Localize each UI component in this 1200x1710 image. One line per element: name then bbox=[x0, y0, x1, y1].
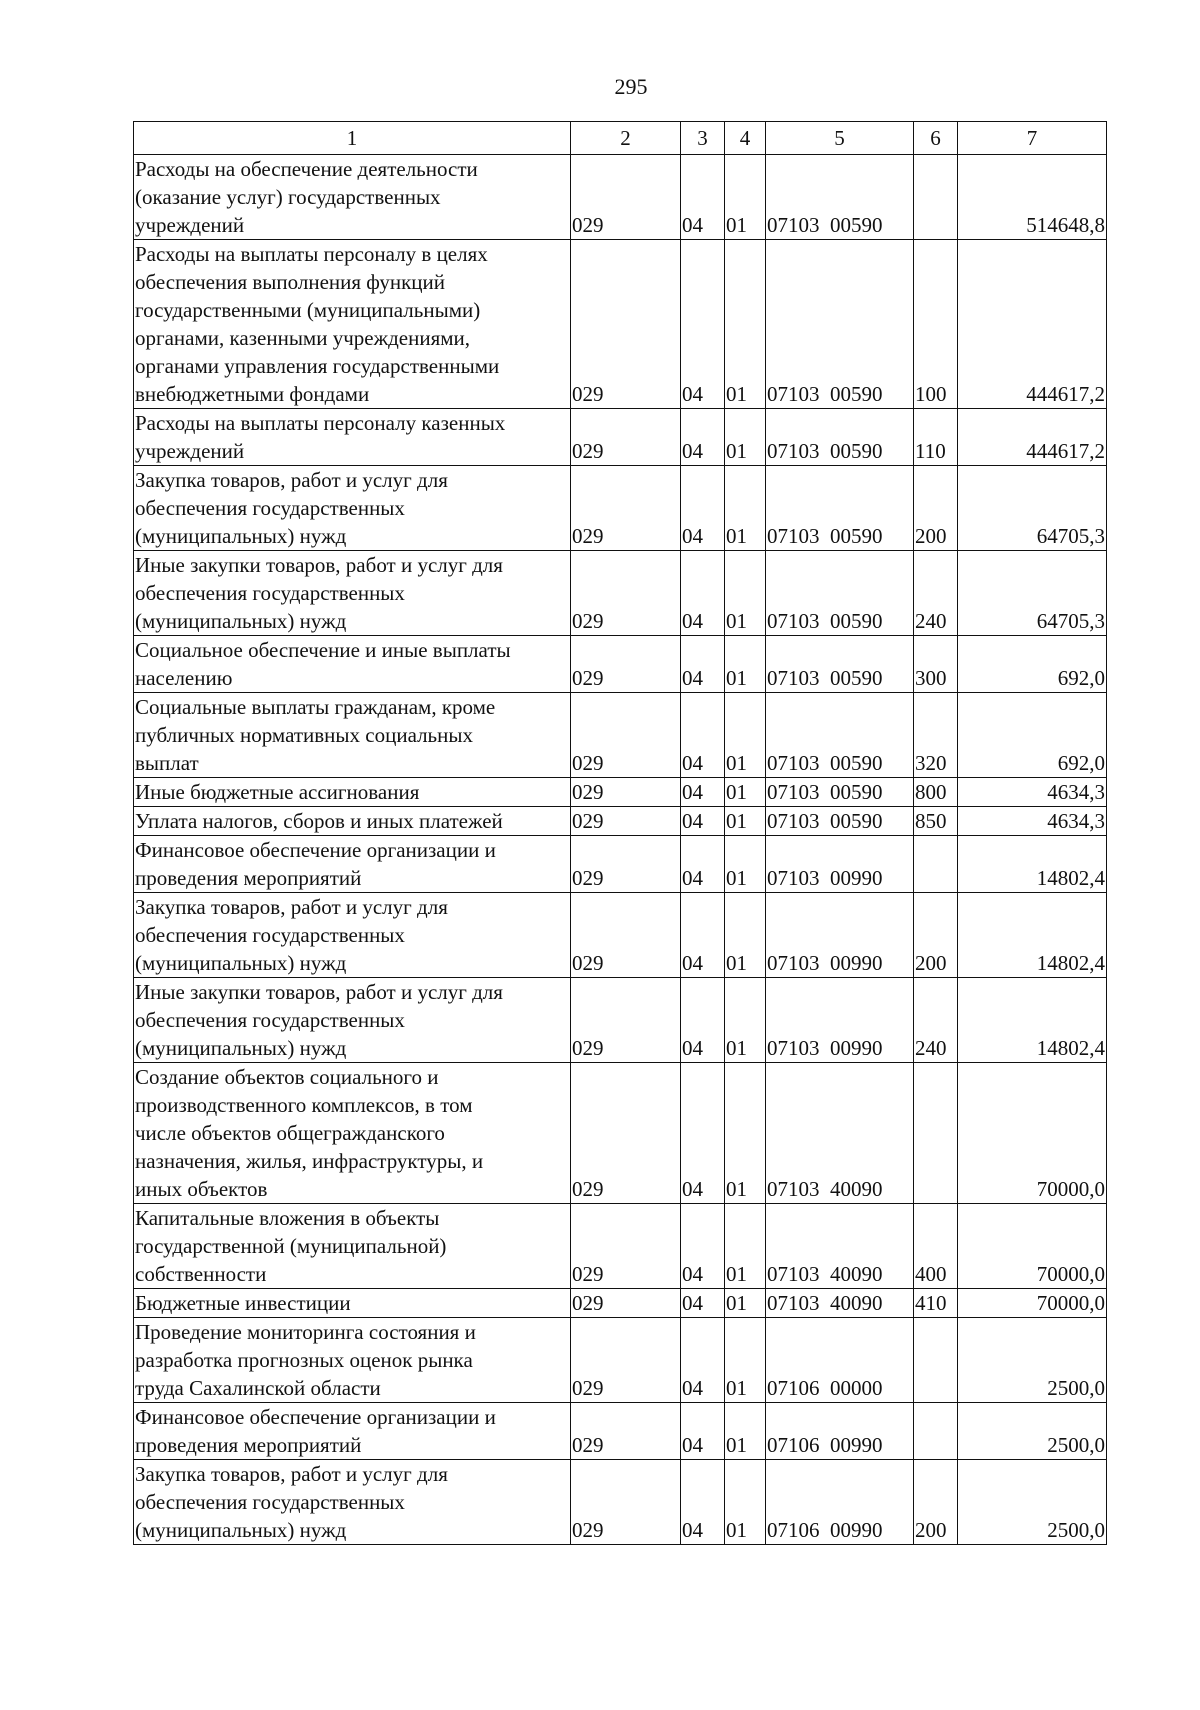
row-description: Закупка товаров, работ и услуг для обеспечения государственных (муниципальных) нужд bbox=[134, 466, 571, 551]
ministry-code: 029 bbox=[571, 636, 681, 693]
amount-value: 70000,0 bbox=[958, 1204, 1107, 1289]
ministry-code: 029 bbox=[571, 807, 681, 836]
ministry-code: 029 bbox=[571, 1460, 681, 1545]
expense-type-code: 300 bbox=[914, 636, 958, 693]
row-description: Социальные выплаты гражданам, кроме публичных нормативных социальных выплат bbox=[134, 693, 571, 778]
section-code: 04 bbox=[681, 240, 725, 409]
subsection-code: 01 bbox=[725, 836, 766, 893]
table-body bbox=[134, 155, 1107, 1545]
subsection-code: 01 bbox=[725, 978, 766, 1063]
expense-type-code: 400 bbox=[914, 1204, 958, 1289]
section-code: 04 bbox=[681, 1063, 725, 1204]
expense-type-code: 240 bbox=[914, 551, 958, 636]
target-article-code: 07103 00590 bbox=[766, 778, 914, 807]
table-row bbox=[134, 155, 1107, 240]
expense-type-code: 320 bbox=[914, 693, 958, 778]
amount-value: 70000,0 bbox=[958, 1289, 1107, 1318]
subsection-code: 01 bbox=[725, 1318, 766, 1403]
ministry-code: 029 bbox=[571, 1403, 681, 1460]
table-row bbox=[134, 466, 1107, 551]
amount-value: 64705,3 bbox=[958, 551, 1107, 636]
ministry-code: 029 bbox=[571, 1289, 681, 1318]
row-description: Создание объектов социального и производственного комплексов, в том числе объектов общегражданского назначения, жилья, инфраструктуры, и иных объектов bbox=[134, 1063, 571, 1204]
row-description: Финансовое обеспечение организации и проведения мероприятий bbox=[134, 836, 571, 893]
section-code: 04 bbox=[681, 978, 725, 1063]
target-article-code: 07103 00990 bbox=[766, 893, 914, 978]
column-header: 2 bbox=[571, 122, 681, 155]
expense-type-code bbox=[914, 1063, 958, 1204]
budget-table bbox=[133, 121, 1107, 1545]
column-header: 3 bbox=[681, 122, 725, 155]
section-code: 04 bbox=[681, 836, 725, 893]
target-article-code: 07103 00590 bbox=[766, 155, 914, 240]
target-article-code: 07103 00590 bbox=[766, 466, 914, 551]
expense-type-code: 800 bbox=[914, 778, 958, 807]
subsection-code: 01 bbox=[725, 778, 766, 807]
target-article-code: 07103 00590 bbox=[766, 693, 914, 778]
column-header: 6 bbox=[914, 122, 958, 155]
target-article-code: 07103 40090 bbox=[766, 1204, 914, 1289]
column-header: 7 bbox=[958, 122, 1107, 155]
subsection-code: 01 bbox=[725, 1403, 766, 1460]
table-row bbox=[134, 978, 1107, 1063]
table-row bbox=[134, 1289, 1107, 1318]
ministry-code: 029 bbox=[571, 155, 681, 240]
section-code: 04 bbox=[681, 1403, 725, 1460]
expense-type-code bbox=[914, 836, 958, 893]
expense-type-code bbox=[914, 1318, 958, 1403]
ministry-code: 029 bbox=[571, 836, 681, 893]
subsection-code: 01 bbox=[725, 240, 766, 409]
section-code: 04 bbox=[681, 409, 725, 466]
target-article-code: 07103 40090 bbox=[766, 1289, 914, 1318]
table-row bbox=[134, 409, 1107, 466]
amount-value: 64705,3 bbox=[958, 466, 1107, 551]
amount-value: 444617,2 bbox=[958, 240, 1107, 409]
section-code: 04 bbox=[681, 1460, 725, 1545]
section-code: 04 bbox=[681, 1318, 725, 1403]
table-row bbox=[134, 693, 1107, 778]
section-code: 04 bbox=[681, 466, 725, 551]
table-row bbox=[134, 778, 1107, 807]
expense-type-code bbox=[914, 155, 958, 240]
subsection-code: 01 bbox=[725, 466, 766, 551]
target-article-code: 07106 00990 bbox=[766, 1460, 914, 1545]
section-code: 04 bbox=[681, 1289, 725, 1318]
section-code: 04 bbox=[681, 551, 725, 636]
target-article-code: 07103 00590 bbox=[766, 636, 914, 693]
row-description: Социальное обеспечение и иные выплаты населению bbox=[134, 636, 571, 693]
row-description: Закупка товаров, работ и услуг для обеспечения государственных (муниципальных) нужд bbox=[134, 1460, 571, 1545]
amount-value: 2500,0 bbox=[958, 1318, 1107, 1403]
target-article-code: 07103 00990 bbox=[766, 978, 914, 1063]
amount-value: 692,0 bbox=[958, 636, 1107, 693]
expense-type-code: 200 bbox=[914, 466, 958, 551]
subsection-code: 01 bbox=[725, 1204, 766, 1289]
row-description: Капитальные вложения в объекты государственной (муниципальной) собственности bbox=[134, 1204, 571, 1289]
amount-value: 14802,4 bbox=[958, 836, 1107, 893]
subsection-code: 01 bbox=[725, 155, 766, 240]
column-header: 5 bbox=[766, 122, 914, 155]
ministry-code: 029 bbox=[571, 240, 681, 409]
amount-value: 2500,0 bbox=[958, 1403, 1107, 1460]
amount-value: 2500,0 bbox=[958, 1460, 1107, 1545]
target-article-code: 07103 00590 bbox=[766, 240, 914, 409]
amount-value: 14802,4 bbox=[958, 978, 1107, 1063]
expense-type-code: 110 bbox=[914, 409, 958, 466]
amount-value: 70000,0 bbox=[958, 1063, 1107, 1204]
row-description: Закупка товаров, работ и услуг для обеспечения государственных (муниципальных) нужд bbox=[134, 893, 571, 978]
expense-type-code: 240 bbox=[914, 978, 958, 1063]
section-code: 04 bbox=[681, 636, 725, 693]
ministry-code: 029 bbox=[571, 893, 681, 978]
section-code: 04 bbox=[681, 807, 725, 836]
target-article-code: 07103 00590 bbox=[766, 807, 914, 836]
ministry-code: 029 bbox=[571, 778, 681, 807]
table-row bbox=[134, 807, 1107, 836]
row-description: Бюджетные инвестиции bbox=[134, 1289, 571, 1318]
target-article-code: 07106 00000 bbox=[766, 1318, 914, 1403]
table-row bbox=[134, 551, 1107, 636]
expense-type-code: 410 bbox=[914, 1289, 958, 1318]
subsection-code: 01 bbox=[725, 1460, 766, 1545]
target-article-code: 07103 00590 bbox=[766, 551, 914, 636]
ministry-code: 029 bbox=[571, 466, 681, 551]
ministry-code: 029 bbox=[571, 1063, 681, 1204]
table-row bbox=[134, 1318, 1107, 1403]
table-row bbox=[134, 1460, 1107, 1545]
subsection-code: 01 bbox=[725, 636, 766, 693]
ministry-code: 029 bbox=[571, 1318, 681, 1403]
amount-value: 692,0 bbox=[958, 693, 1107, 778]
section-code: 04 bbox=[681, 1204, 725, 1289]
expense-type-code bbox=[914, 1403, 958, 1460]
expense-type-code: 100 bbox=[914, 240, 958, 409]
amount-value: 14802,4 bbox=[958, 893, 1107, 978]
subsection-code: 01 bbox=[725, 1289, 766, 1318]
target-article-code: 07103 00590 bbox=[766, 409, 914, 466]
header-row bbox=[134, 122, 1107, 155]
ministry-code: 029 bbox=[571, 551, 681, 636]
expense-type-code: 200 bbox=[914, 1460, 958, 1545]
table-row bbox=[134, 1063, 1107, 1204]
table-row bbox=[134, 240, 1107, 409]
section-code: 04 bbox=[681, 693, 725, 778]
page-number: 295 bbox=[614, 74, 648, 99]
section-code: 04 bbox=[681, 778, 725, 807]
ministry-code: 029 bbox=[571, 978, 681, 1063]
ministry-code: 029 bbox=[571, 1204, 681, 1289]
amount-value: 4634,3 bbox=[958, 807, 1107, 836]
subsection-code: 01 bbox=[725, 409, 766, 466]
ministry-code: 029 bbox=[571, 693, 681, 778]
row-description: Уплата налогов, сборов и иных платежей bbox=[134, 807, 571, 836]
subsection-code: 01 bbox=[725, 551, 766, 636]
row-description: Иные закупки товаров, работ и услуг для обеспечения государственных (муниципальных) нужд bbox=[134, 551, 571, 636]
subsection-code: 01 bbox=[725, 693, 766, 778]
column-header: 1 bbox=[134, 122, 571, 155]
amount-value: 514648,8 bbox=[958, 155, 1107, 240]
expense-type-code: 200 bbox=[914, 893, 958, 978]
section-code: 04 bbox=[681, 155, 725, 240]
amount-value: 444617,2 bbox=[958, 409, 1107, 466]
row-description: Расходы на обеспечение деятельности (оказание услуг) государственных учреждений bbox=[134, 155, 571, 240]
row-description: Проведение мониторинга состояния и разработка прогнозных оценок рынка труда Сахалинской области bbox=[134, 1318, 571, 1403]
table-row bbox=[134, 636, 1107, 693]
row-description: Иные закупки товаров, работ и услуг для обеспечения государственных (муниципальных) нужд bbox=[134, 978, 571, 1063]
target-article-code: 07106 00990 bbox=[766, 1403, 914, 1460]
table-row bbox=[134, 836, 1107, 893]
row-description: Иные бюджетные ассигнования bbox=[134, 778, 571, 807]
section-code: 04 bbox=[681, 893, 725, 978]
subsection-code: 01 bbox=[725, 893, 766, 978]
target-article-code: 07103 00990 bbox=[766, 836, 914, 893]
row-description: Расходы на выплаты персоналу казенных учреждений bbox=[134, 409, 571, 466]
amount-value: 4634,3 bbox=[958, 778, 1107, 807]
row-description: Расходы на выплаты персоналу в целях обеспечения выполнения функций государственными (муниципальными) органами, казенными учреждениями, органами управления государственными внебюджетными фондами bbox=[134, 240, 571, 409]
table-row bbox=[134, 893, 1107, 978]
subsection-code: 01 bbox=[725, 1063, 766, 1204]
table-row bbox=[134, 1204, 1107, 1289]
expense-type-code: 850 bbox=[914, 807, 958, 836]
target-article-code: 07103 40090 bbox=[766, 1063, 914, 1204]
ministry-code: 029 bbox=[571, 409, 681, 466]
subsection-code: 01 bbox=[725, 807, 766, 836]
column-header: 4 bbox=[725, 122, 766, 155]
row-description: Финансовое обеспечение организации и проведения мероприятий bbox=[134, 1403, 571, 1460]
table-row bbox=[134, 1403, 1107, 1460]
